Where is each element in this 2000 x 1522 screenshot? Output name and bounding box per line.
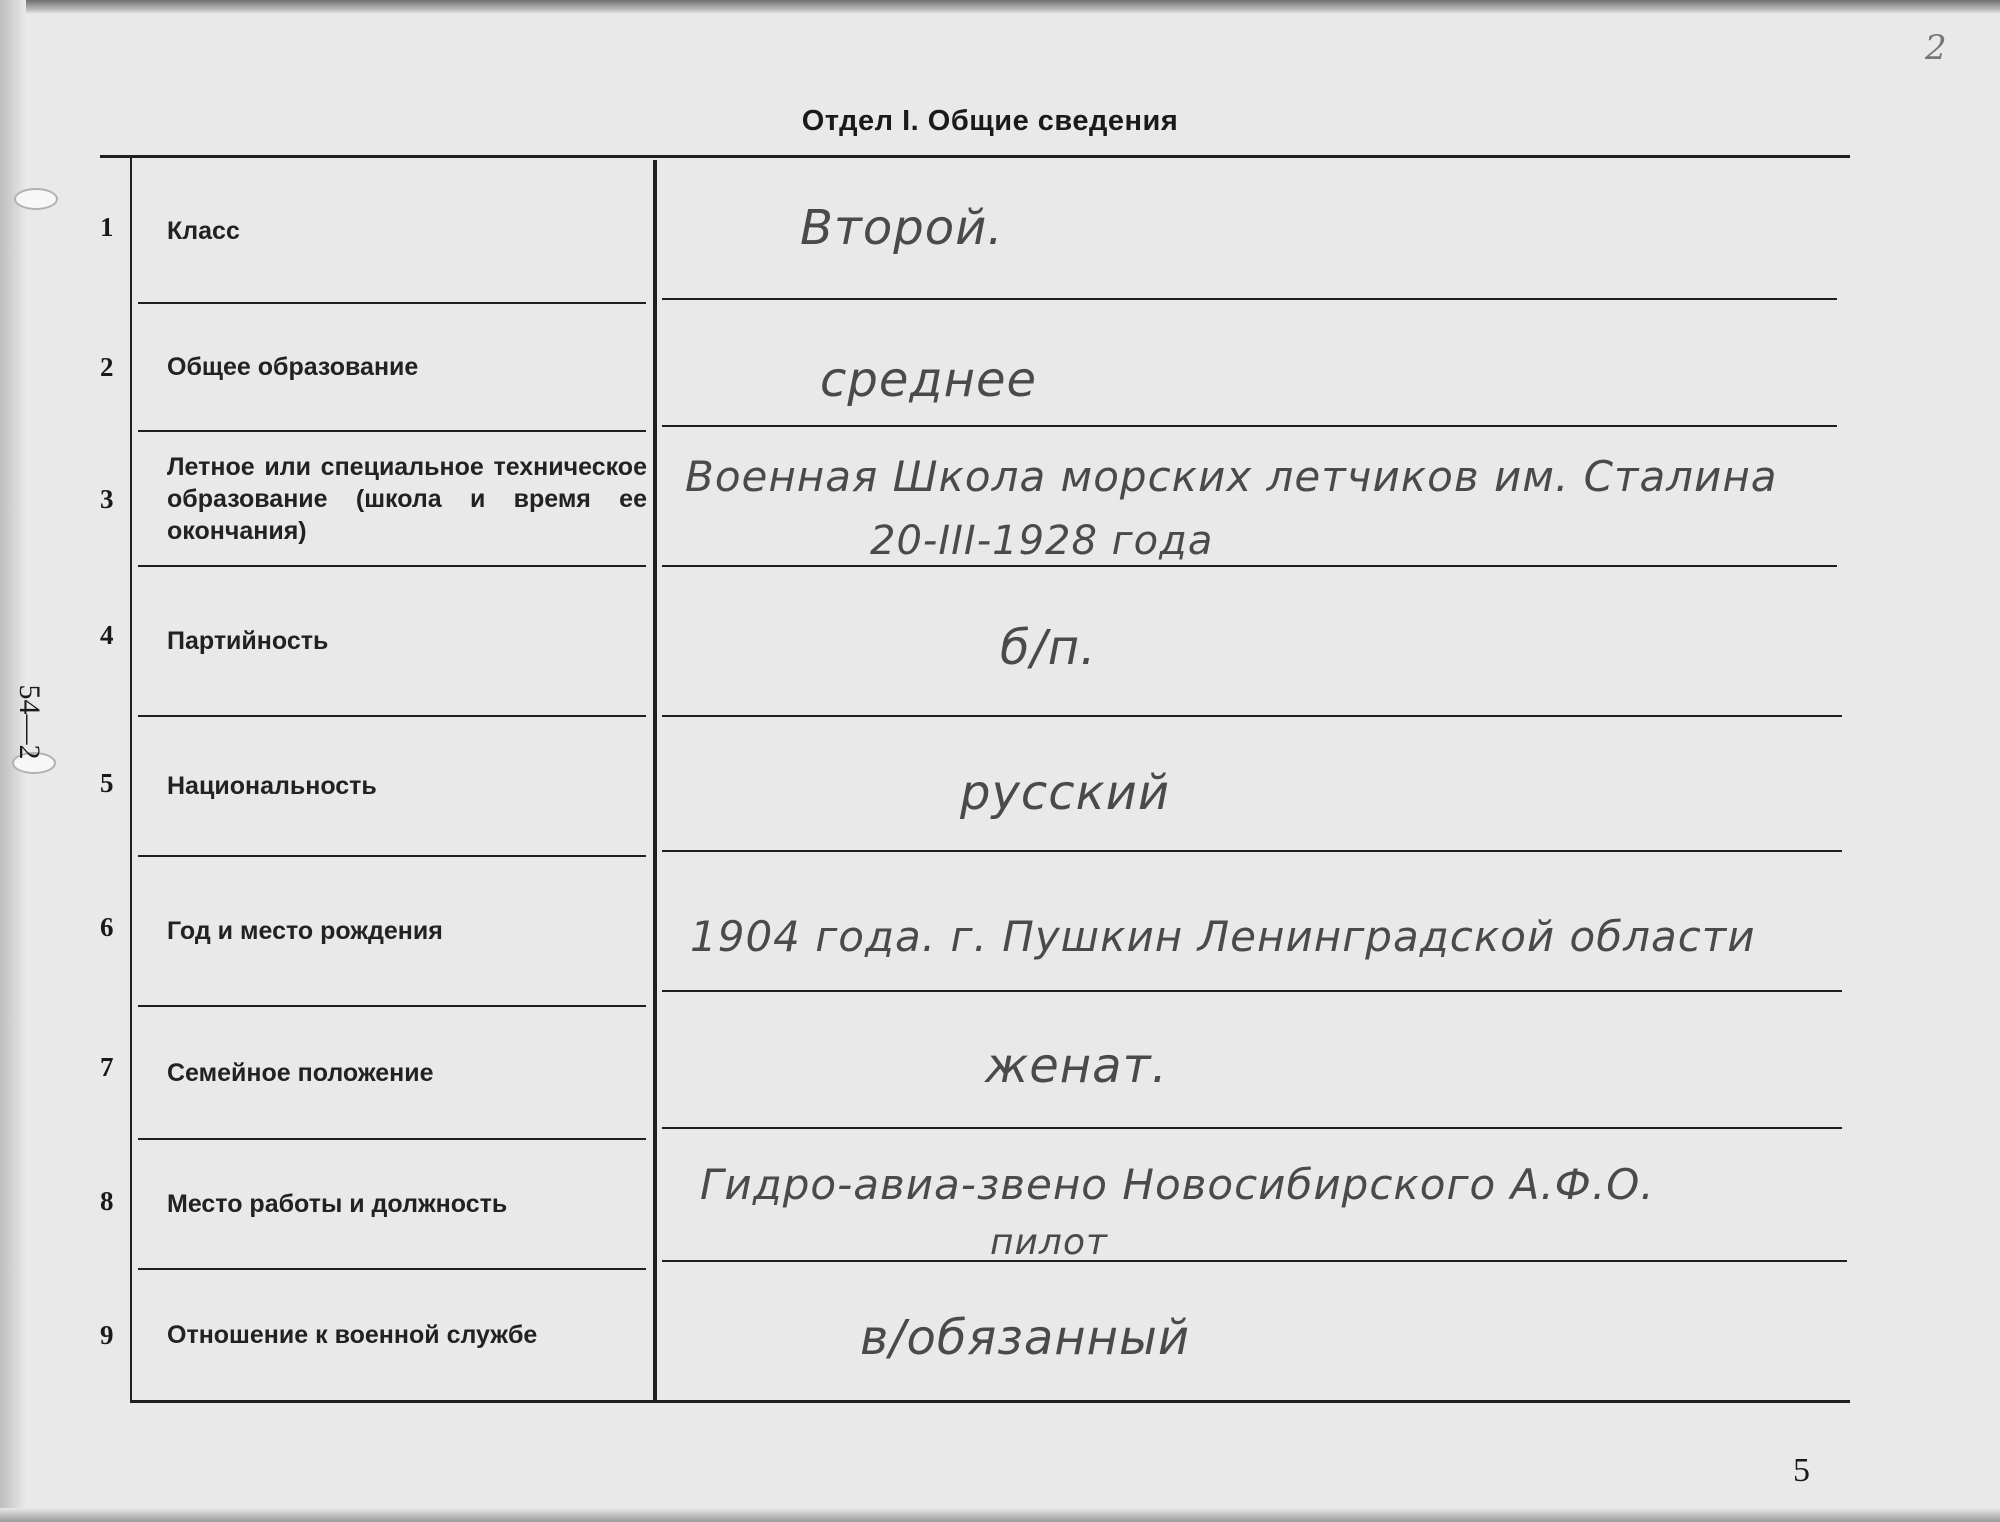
label-workplace: Место работы и должность [167, 1190, 508, 1218]
table-top-border [100, 155, 1850, 158]
value-workplace: Гидро-авиа-звено Новосибирского А.Ф.О. [700, 1160, 1655, 1209]
section-title: Отдел I. Общие сведения [801, 105, 1179, 137]
label-military-service: Отношение к военной службе [167, 1321, 538, 1349]
label-party: Партийность [167, 627, 329, 655]
binding-thread [14, 188, 58, 210]
page-bottom-edge [0, 1508, 2000, 1522]
value-marital-status: женат. [985, 1038, 1168, 1094]
row-number: 2 [100, 352, 114, 382]
value-nationality: русский [960, 765, 1171, 821]
page-number: 5 [1793, 1452, 1810, 1489]
value-birth: 1904 года. г. Пушкин Ленинградской области [690, 912, 1756, 961]
label-flight-education [167, 432, 647, 565]
value-flight-school-date: 20-III-1928 года [870, 518, 1214, 564]
value-line [662, 990, 1842, 992]
value-line [662, 1260, 1847, 1262]
label-class: Класс [167, 217, 240, 245]
label-general-education: Общее образование [167, 353, 419, 381]
label-flight-education-text: Летное или специальное техническое образование (школа и время ее окончания) [167, 452, 647, 545]
side-code: 54—2 [13, 684, 46, 760]
value-class: Второй. [800, 200, 1004, 256]
value-general-education: среднее [820, 352, 1038, 408]
row-number: 5 [100, 768, 114, 798]
value-military-service: в/обязанный [860, 1310, 1191, 1366]
corner-number: 2 [1925, 28, 1947, 68]
value-line [662, 715, 1842, 717]
value-line [662, 425, 1837, 427]
value-flight-school: Военная Школа морских летчиков им. Сталина [685, 452, 1778, 501]
table-bottom-border [130, 1400, 1850, 1403]
label-nationality: Национальность [167, 772, 377, 800]
row-number: 7 [100, 1052, 114, 1082]
value-line [662, 565, 1837, 567]
row-number: 6 [100, 912, 114, 942]
value-line [662, 298, 1837, 300]
column-divider [653, 160, 657, 1400]
row-number: 3 [100, 484, 114, 514]
row-number: 4 [100, 620, 114, 650]
row-number: 8 [100, 1186, 114, 1216]
page-top-edge [0, 0, 2000, 14]
value-line [662, 1127, 1842, 1129]
label-birth: Год и место рождения [167, 917, 443, 945]
row-number: 9 [100, 1320, 114, 1350]
label-marital-status: Семейное положение [167, 1058, 434, 1087]
table-left-border [130, 155, 132, 1400]
value-party: б/п. [1000, 620, 1097, 676]
value-position: пилот [990, 1222, 1108, 1263]
value-line [662, 850, 1842, 852]
row-number: 1 [100, 212, 114, 242]
